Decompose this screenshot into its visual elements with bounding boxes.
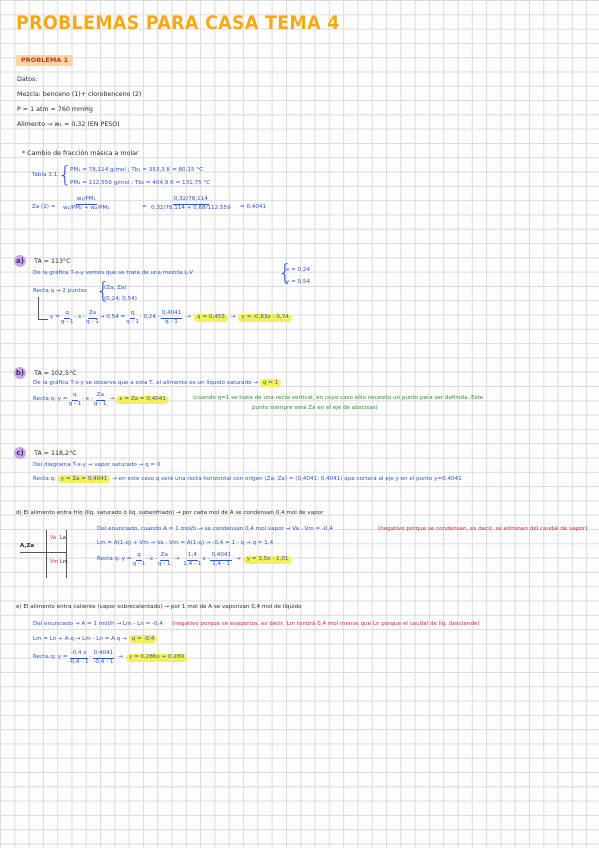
arrow-connector bbox=[38, 319, 48, 320]
section-a-heading: a) TA = 113°C bbox=[14, 250, 71, 267]
b-x-result: x = Za = 0,4041 bbox=[116, 396, 169, 404]
b-equation: Recta q: y = $\frac{q}{q - 1}$ · x - $\frac{Za}{q - 1}$ → x = Za = 0,4041 bbox=[33, 393, 169, 407]
d-line2: Lm = A(1-q) + Vm → Va - Vm = A(1-q) → -0,4 = 1 - q → q = 1,4 bbox=[97, 540, 274, 546]
za-result: = 0,4041 bbox=[240, 204, 267, 210]
arrow-connector bbox=[38, 297, 39, 319]
e-note: (negativo porque se evaporiza, es decir, Lm tendrá 0,4 mol menos que Ln porque el caudal de líq. desciende) bbox=[172, 621, 480, 627]
datos-mezcla: Mezcla: benceno (1)+ clorobenceno (2) bbox=[17, 91, 142, 98]
a-point1: (Za; Za) bbox=[104, 285, 127, 291]
a-recta-label: Recta q → 2 puntos bbox=[33, 288, 87, 294]
datos-alimento: Alimento → w₁ = 0,32 (EN PESO) bbox=[17, 121, 120, 128]
b-note-line2: punto siempre será Za en el eje de abscisas) bbox=[252, 405, 378, 411]
e-line2: Lm = Ln + A·q → Lm - Ln = A·q → q = -0,4 bbox=[33, 637, 157, 643]
brace-icon: { bbox=[58, 163, 72, 188]
pm2-line: PM₂ = 112,559 g/mol ; Tb₂ = 404,9 K = 131,75 °C bbox=[70, 180, 211, 186]
d-note: (negativo porque se condensan, es decir, se eliminan del caudal de vapor) bbox=[378, 526, 588, 532]
brace-icon: { bbox=[96, 279, 110, 304]
datos-heading: Datos: bbox=[17, 76, 38, 83]
brace-icon: { bbox=[278, 261, 292, 286]
column-diagram: A,Za Va Vm La Lm bbox=[20, 530, 95, 580]
a-y-value: y = 0,54 bbox=[286, 279, 311, 285]
d-heading: d) El alimento entra frío (líq. saturado ó líq. subenfriado) → por cada mol de A se condensan 0,4 mol de vapor bbox=[16, 510, 324, 516]
e-line1: Del enunciado → A = 1 mol/h → Lm - Ln = -0,4 bbox=[33, 621, 163, 627]
d-y-result: y = 3,5x - 1,01 bbox=[244, 556, 292, 564]
d-line1: Del enunciado, cuando A = 1 mol/h → se condensan 0,4 mol vapor → Va - Vm = -0,4 bbox=[97, 526, 333, 532]
tabla-label: Tabla 3.1. bbox=[32, 172, 59, 178]
za-fraction-2: $\frac{0,32/78,114}{0,32/78,114 + 0,68/112,559}$ bbox=[151, 196, 231, 211]
b-line1: De la gráfica T-x-y se observa que a esta T, el alimento es un líquido saturado → q = 1 bbox=[33, 381, 281, 387]
page-title: PROBLEMAS PARA CASA TEMA 4 bbox=[16, 12, 340, 34]
a-line1: De la gráfica T-x-y vemos que se trata de una mezcla L-V bbox=[33, 270, 193, 276]
section-b-heading: b) TA = 102,5°C bbox=[15, 369, 77, 377]
c-y-result: y = Za = 0,4041 bbox=[58, 475, 111, 483]
pm1-line: PM₁ = 78,114 g/mol ; Tb₁ = 353,3 K = 80,15 °C bbox=[70, 167, 203, 173]
equals-sign: = bbox=[142, 204, 147, 210]
e-equation: Recta q: y = $\frac{-0,4 x}{-0,4 - 1}$ - $\frac{0,4041}{-0,4 - 1}$ → y = 0,286x + 0,289 bbox=[33, 651, 187, 665]
section-c-heading: c) TA = 118,2°C bbox=[14, 442, 77, 459]
e-heading: e) El alimento entra caliente (vapor sobrecalentado) → por 1 mol de A se vaporizan 0,4 mol de líquido bbox=[16, 604, 302, 610]
d-equation: Recta q: y = $\frac{q}{q - 1}$ · x - $\frac{Za}{q - 1}$ → $\frac{1,4}{1,4 - 1}$ x - $\frac{0,4041}{1,4 - 1}$ → y = 3,5x - 1,01 bbox=[97, 553, 292, 567]
a-q-result: q = 0,453 bbox=[194, 314, 228, 322]
za-fraction-1: $\frac{\text{w₁/PM₁}}{\text{w₁/PM₁ + w₂/PM₂}}$ bbox=[63, 196, 110, 211]
e-y-result: y = 0,286x + 0,289 bbox=[126, 654, 187, 662]
a-point2: (0,24; 0,54) bbox=[104, 296, 137, 302]
datos-presion: P = 1 atm = 760 mmHg bbox=[17, 106, 93, 113]
c-equation: Recta q: y = Za = 0,4041 → en este caso q será una recta horizontal con origen (Za; Za) = (0,4041; 0,4041) que cortará al eje y en el punto y=0,4041 bbox=[33, 476, 462, 482]
a-equation: y = $\frac{q}{q - 1}$ · x - $\frac{Za}{q - 1}$ → 0,54 = $\frac{q}{q - 1}$ · 0,24 - $\frac{0,4041}{q - 1}$ → q = 0,453 → y = -0,83x - 0,74 bbox=[50, 311, 292, 325]
c-line1: Del diagrama T-x-y → vapor saturado → q = 0 bbox=[33, 462, 161, 468]
za-label: Za (1) = bbox=[32, 204, 56, 210]
b-note-line1: (cuando q=1 se trata de una recta vertical, en cuyo caso sólo necesito un punto para ser definida. Este bbox=[193, 395, 484, 401]
a-y-result: y = -0,83x - 0,74 bbox=[238, 314, 291, 322]
cambio-heading: * Cambio de fracción másica a molar bbox=[22, 150, 139, 157]
a-x-value: x = 0,24 bbox=[286, 267, 311, 273]
problem-label: PROBLEMA 1 bbox=[16, 55, 73, 66]
